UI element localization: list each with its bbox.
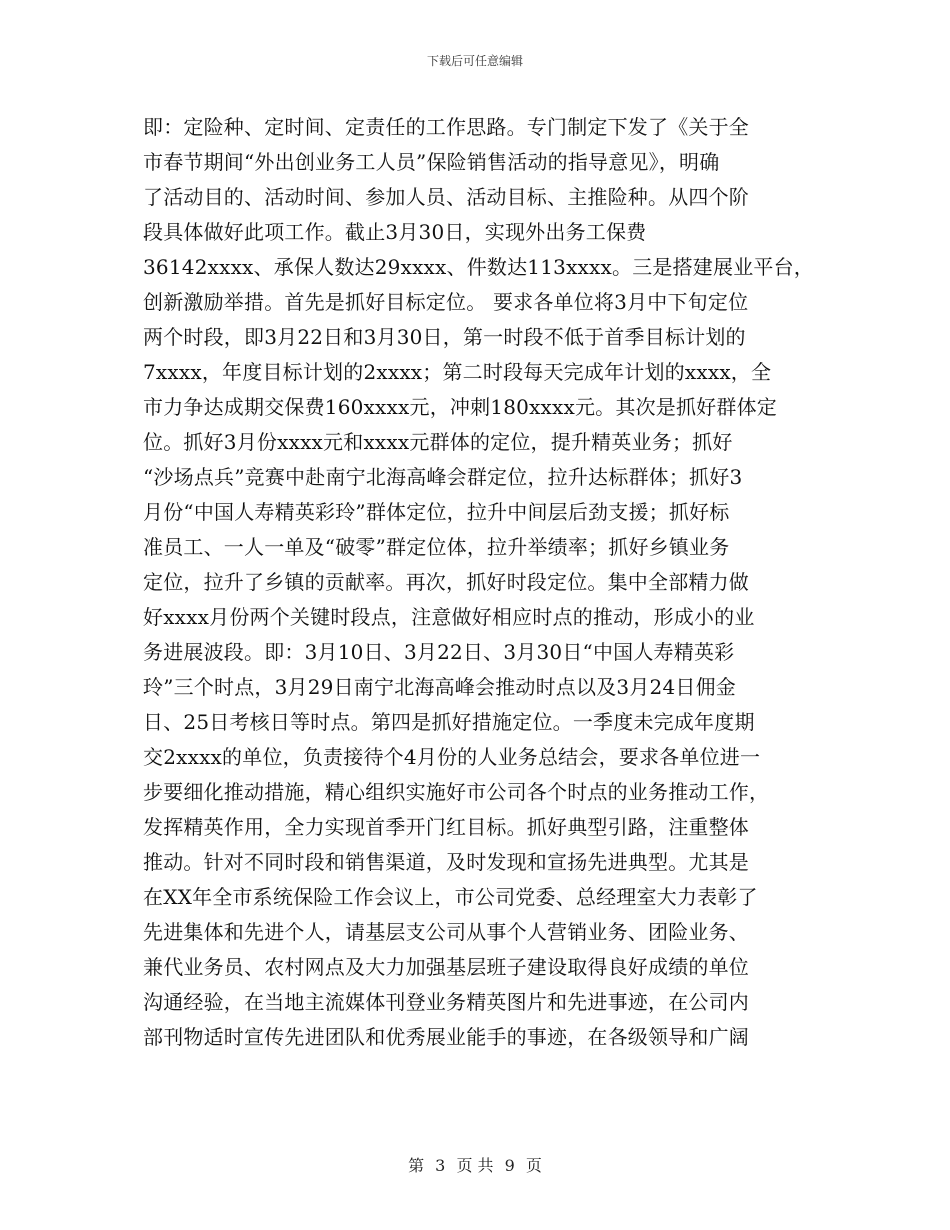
text-line: 好xxxx月份两个关键时段点，注意做好相应时点的推动，形成小的业 — [143, 605, 755, 629]
text-line: 段具体做好此项工作。截止3月30日，实现外出务工保费 — [143, 220, 647, 244]
text-line: 创新激励举措。首先是抓好目标定位。 要求各单位将3月中下旬定位 — [143, 290, 749, 314]
text-line: 7xxxx，年度目标计划的2xxxx；第二时段每天完成年计划的xxxx，全 — [143, 360, 772, 384]
text-line: 两个时段，即3月22日和3月30日，第一时段不低于首季目标计划的 — [143, 325, 746, 349]
total-page-count: 9 — [504, 1156, 515, 1175]
text-line: 交2xxxx的单位，负责接待个4月份的人业务总结会，要求各单位进一 — [143, 745, 761, 769]
text-line: 先进集体和先进个人，请基层支公司从事个人营销业务、团险业务、 — [143, 920, 749, 944]
text-line: 准员工、一人一单及“破零”群定位体，拉升举绩率；抓好乡镇业务 — [143, 535, 730, 559]
text-line: 玲”三个时点，3月29日南宁北海高峰会推动时点以及3月24日佣金 — [143, 675, 736, 699]
document-body — [143, 110, 823, 1055]
text-line: 定位，拉升了乡镇的贡献率。再次，抓好时段定位。集中全部精力做 — [143, 570, 749, 594]
current-page-number: 3 — [435, 1156, 446, 1175]
text-line: 日、25日考核日等时点。第四是抓好措施定位。一季度未完成年度期 — [143, 710, 755, 734]
page-header: 下载后可任意编辑 — [426, 54, 523, 68]
text-line: 沟通经验，在当地主流媒体刊登业务精英图片和先进事迹，在公司内 — [143, 990, 749, 1014]
text-line: 发挥精英作用，全力实现首季开门红目标。抓好典型引路，注重整体 — [143, 815, 749, 839]
text-line: 市春节期间“外出创业务工人员”保险销售活动的指导意见》，明确 — [143, 150, 720, 174]
text-line: 部刊物适时宣传先进团队和优秀展业能手的事迹，在各级领导和广阔 — [143, 1025, 749, 1049]
footer-mid: 页 共 — [456, 1156, 494, 1175]
text-line: 步要细化推动措施，精心组织实施好市公司各个时点的业务推动工作， — [143, 780, 770, 804]
text-line: 兼代业务员、农村网点及大力加强基层班子建设取得良好成绩的单位 — [143, 955, 749, 979]
text-line: “沙场点兵”竞赛中赴南宁北海高峰会群定位，拉升达标群体；抓好3 — [143, 465, 743, 489]
text-line: 市力争达成期交保费160xxxx元，冲刺180xxxx元。其次是抓好群体定 — [143, 395, 777, 419]
text-line: 月份“中国人寿精英彩玲”群体定位，拉升中间层后劲支援；抓好标 — [143, 500, 730, 524]
text-line: 即：定险种、定时间、定责任的工作思路。专门制定下发了《关于全 — [143, 115, 749, 139]
page-footer — [0, 1156, 950, 1176]
text-line: 位。抓好3月份xxxx元和xxxx元群体的定位，提升精英业务；抓好 — [143, 430, 733, 454]
text-line: 推动。针对不同时段和销售渠道，及时发现和宣扬先进典型。尤其是 — [143, 850, 749, 874]
footer-suffix: 页 — [525, 1156, 542, 1175]
footer-prefix: 第 — [408, 1156, 425, 1175]
text-line: 36142xxxx、承保人数达29xxxx、件数达113xxxx。三是搭建展业平台， — [143, 255, 814, 279]
text-line: 在XX年全市系统保险工作会议上，市公司党委、总经理室大力表彰了 — [143, 885, 758, 909]
text-line: 务进展波段。即：3月10日、3月22日、3月30日“中国人寿精英彩 — [143, 640, 735, 664]
text-line: 了活动目的、活动时间、参加人员、活动目标、主推险种。从四个阶 — [143, 185, 749, 209]
